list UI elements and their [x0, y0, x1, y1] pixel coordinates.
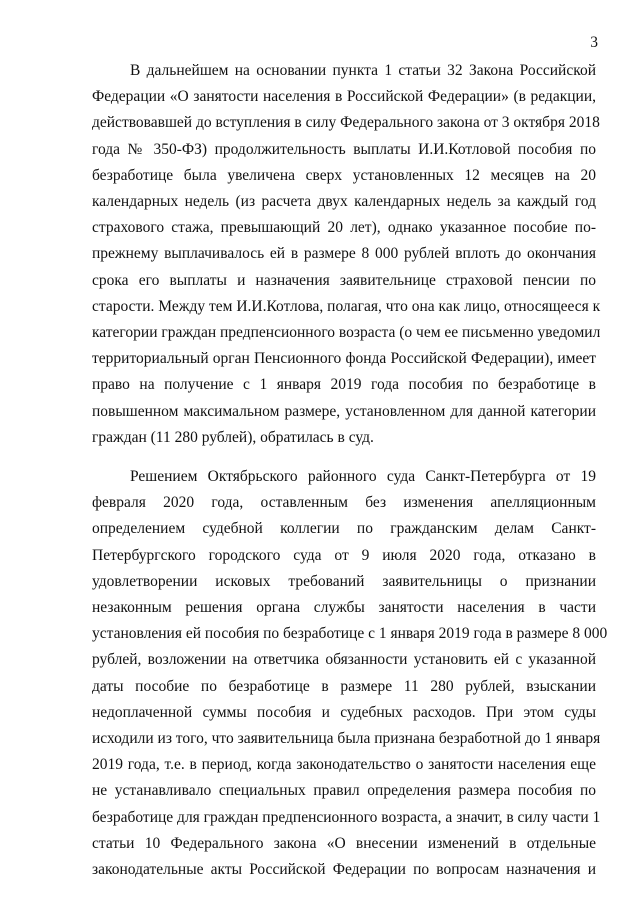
- text-line: 2019 года, т.е. в период, когда законодательство о занятости населения еще: [92, 756, 596, 774]
- text-line: Решением Октябрьского районного суда Санкт-Петербурга от 19: [130, 468, 596, 486]
- document-body: [92, 58, 608, 883]
- text-line: территориальный орган Пенсионного фонда Российской Федерации), имеет: [92, 350, 596, 368]
- text-line: безработице была увеличена сверх установленных 12 месяцев на 20: [92, 166, 596, 184]
- text-line: определением судебной коллегии по гражданским делам Санкт-: [92, 520, 596, 538]
- text-line: прежнему выплачивалось ей в размере 8 000 рублей вплоть до окончания: [92, 245, 596, 263]
- text-line: действовавшей до вступления в силу Федерального закона от 3 октября 2018: [92, 114, 600, 132]
- text-line: срока его выплаты и назначения заявительнице страховой пенсии по: [92, 271, 596, 289]
- text-line: рублей, возложении на ответчика обязанности установить ей с указанной: [92, 651, 596, 669]
- text-line: старости. Между тем И.И.Котлова, полагая, что она как лицо, относящееся к: [92, 297, 601, 315]
- text-line: Петербургского городского суда от 9 июля 2020 года, отказано в: [92, 546, 596, 564]
- text-line: незаконным решения органа службы занятости населения в части: [92, 599, 596, 617]
- text-line: установления ей пособия по безработице с 1 января 2019 года в размере 8 000: [92, 625, 608, 643]
- text-line: календарных недель (из расчета двух календарных недель за каждый год: [92, 193, 596, 211]
- paragraph: [92, 58, 601, 451]
- text-line: повышенном максимальном размере, установленном для данной категории: [92, 402, 596, 420]
- text-line: Федерации «О занятости населения в Российской Федерации» (в редакции,: [92, 88, 596, 106]
- text-line: безработице для граждан предпенсионного возраста, а значит, в силу части 1: [92, 808, 601, 826]
- text-line: В дальнейшем на основании пункта 1 статьи 32 Закона Российской: [130, 62, 596, 79]
- text-line: категории граждан предпенсионного возраста (о чем ее письменно уведомил: [92, 324, 601, 342]
- paragraph: [92, 464, 608, 883]
- text-line: статьи 10 Федерального закона «О внесении изменений в отдельные: [92, 834, 596, 852]
- text-line: удовлетворении исковых требований заявительницы о признании: [92, 572, 596, 590]
- page-number: 3: [590, 34, 598, 51]
- text-line: граждан (11 280 рублей), обратилась в суд.: [92, 428, 374, 446]
- text-line: даты пособие по безработице в размере 11 280 рублей, взыскании: [92, 677, 596, 695]
- text-line: февраля 2020 года, оставленным без изменения апелляционным: [92, 494, 596, 512]
- text-line: года № 350-ФЗ) продолжительность выплаты И.И.Котловой пособия по: [92, 140, 596, 158]
- text-line: право на получение с 1 января 2019 года пособия по безработице в: [92, 376, 596, 394]
- text-line: страхового стажа, превышающий 20 лет), однако указанное пособие по-: [92, 219, 596, 237]
- text-line: не устанавливало специальных правил определения размера пособия по: [92, 782, 596, 800]
- text-line: недоплаченной суммы пособия и судебных расходов. При этом суды: [92, 703, 596, 721]
- text-line: законодательные акты Российской Федерации по вопросам назначения и: [92, 861, 596, 879]
- text-line: исходили из того, что заявительница была признана безработной до 1 января: [92, 730, 601, 748]
